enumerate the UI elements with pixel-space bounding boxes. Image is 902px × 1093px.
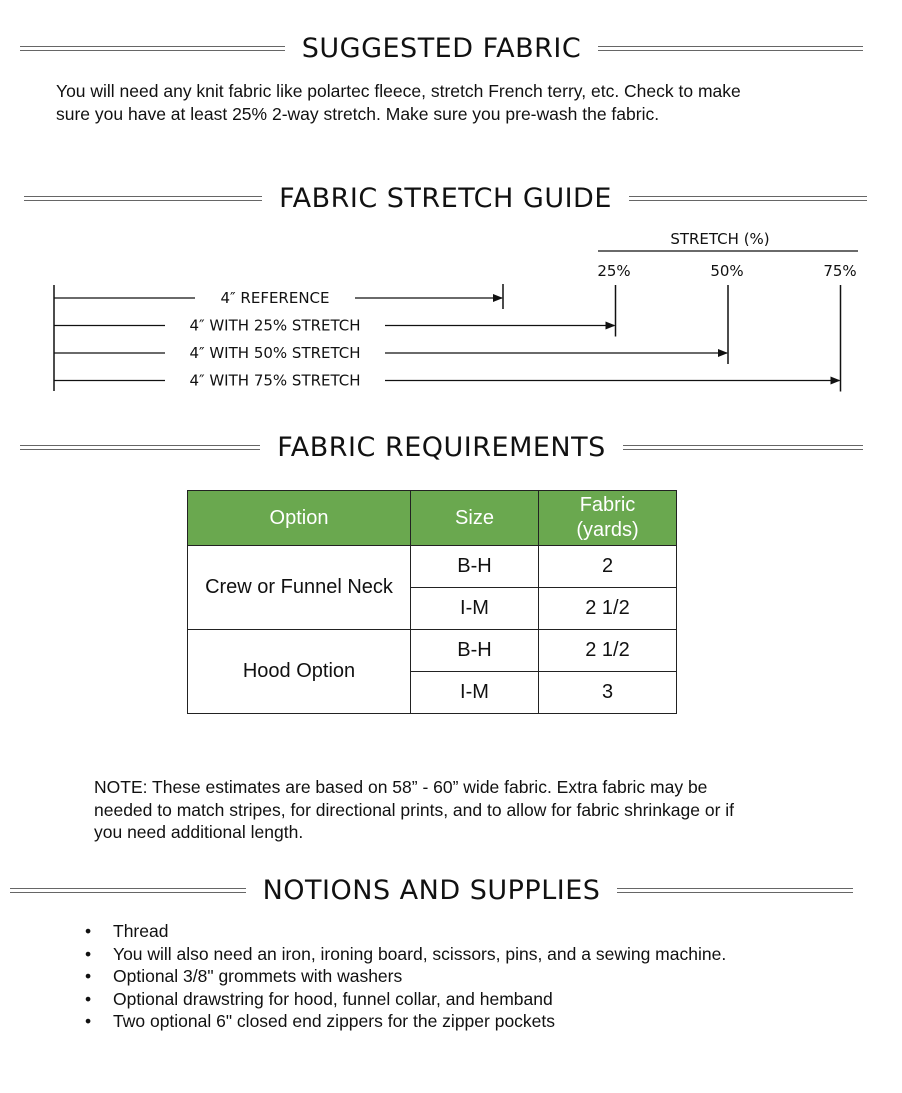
stretch-row-label: 4″ WITH 25% STRETCH bbox=[189, 316, 361, 335]
list-item-text: Thread bbox=[113, 921, 169, 941]
list-item-text: Two optional 6" closed end zippers for the zipper pockets bbox=[113, 1011, 556, 1032]
option-cell: Crew or Funnel Neck bbox=[188, 546, 411, 630]
bullet-icon: • bbox=[85, 966, 92, 987]
section-header-suggested-fabric bbox=[20, 26, 863, 70]
stretch-row-label: 4″ REFERENCE bbox=[220, 289, 330, 307]
size-cell: I-M bbox=[411, 672, 539, 714]
list-item bbox=[85, 965, 726, 988]
paragraph-line: sure you have at least 25% 2-way stretch. Make sure you pre-wash the fabric. bbox=[56, 104, 660, 124]
header-rule-left bbox=[20, 46, 285, 51]
header-rule-left bbox=[10, 888, 246, 893]
list-item bbox=[85, 920, 726, 943]
fabric-requirements-table bbox=[187, 490, 677, 714]
list-item bbox=[85, 1010, 726, 1033]
table-row bbox=[188, 630, 677, 672]
list-item-text: You will also need an iron, ironing board, scissors, pins, and a sewing machine. bbox=[113, 943, 727, 964]
table-header-row bbox=[188, 491, 677, 546]
header-rule-left bbox=[20, 445, 260, 450]
tick-label-25: 25% bbox=[597, 262, 631, 280]
bullet-icon: • bbox=[85, 988, 92, 1009]
requirements-note bbox=[94, 776, 734, 844]
header-option: Option bbox=[188, 491, 411, 546]
header-rule-right bbox=[629, 196, 867, 201]
yards-cell: 2 bbox=[539, 546, 677, 588]
table-row bbox=[188, 546, 677, 588]
section-header-requirements bbox=[20, 425, 863, 469]
size-cell: I-M bbox=[411, 588, 539, 630]
stretch-row-label: 4″ WITH 75% STRETCH bbox=[189, 371, 361, 390]
note-line: you need additional length. bbox=[94, 822, 304, 842]
section-title: SUGGESTED FABRIC bbox=[301, 32, 582, 64]
bullet-icon: • bbox=[85, 921, 92, 941]
tick-label-50: 50% bbox=[710, 262, 744, 280]
list-item bbox=[85, 943, 726, 966]
list-item-text: Optional drawstring for hood, funnel collar, and hemband bbox=[113, 988, 553, 1009]
header-rule-left bbox=[24, 196, 262, 201]
section-header-stretch-guide bbox=[24, 176, 867, 220]
header-fabric-line: Fabric bbox=[579, 494, 636, 516]
tick-label-75: 75% bbox=[823, 262, 857, 280]
note-line: needed to match stripes, for directional prints, and to allow for fabric shrinkage or if bbox=[94, 799, 735, 820]
yards-cell: 3 bbox=[539, 672, 677, 714]
supplies-list bbox=[85, 920, 726, 1033]
suggested-fabric-paragraph bbox=[56, 80, 741, 126]
section-title: NOTIONS AND SUPPLIES bbox=[262, 874, 601, 906]
list-item bbox=[85, 988, 726, 1011]
size-cell: B-H bbox=[411, 630, 539, 672]
stretch-guide-diagram bbox=[0, 220, 902, 400]
header-size: Size bbox=[411, 491, 539, 546]
size-cell: B-H bbox=[411, 546, 539, 588]
header-rule-right bbox=[617, 888, 853, 893]
header-rule-right bbox=[623, 445, 863, 450]
yards-cell: 2 1/2 bbox=[539, 630, 677, 672]
paragraph-line: You will need any knit fabric like polartec fleece, stretch French terry, etc. Check to make bbox=[56, 81, 741, 101]
option-cell: Hood Option bbox=[188, 630, 411, 714]
note-line: NOTE: These estimates are based on 58” - 60” wide fabric. Extra fabric may be bbox=[94, 777, 708, 797]
section-title: FABRIC REQUIREMENTS bbox=[277, 431, 606, 463]
list-item-text: Optional 3/8" grommets with washers bbox=[113, 966, 403, 987]
stretch-rows bbox=[54, 284, 841, 392]
bullet-icon: • bbox=[85, 943, 92, 964]
yards-cell: 2 1/2 bbox=[539, 588, 677, 630]
stretch-row-label: 4″ WITH 50% STRETCH bbox=[189, 344, 361, 362]
section-header-notions bbox=[10, 868, 853, 912]
stretch-axis-label: STRETCH (%) bbox=[670, 230, 770, 248]
bullet-icon: • bbox=[85, 1011, 92, 1032]
header-fabric-unit: (yards) bbox=[576, 519, 639, 541]
section-title: FABRIC STRETCH GUIDE bbox=[279, 182, 612, 214]
header-fabric bbox=[539, 491, 677, 546]
header-rule-right bbox=[598, 46, 863, 51]
